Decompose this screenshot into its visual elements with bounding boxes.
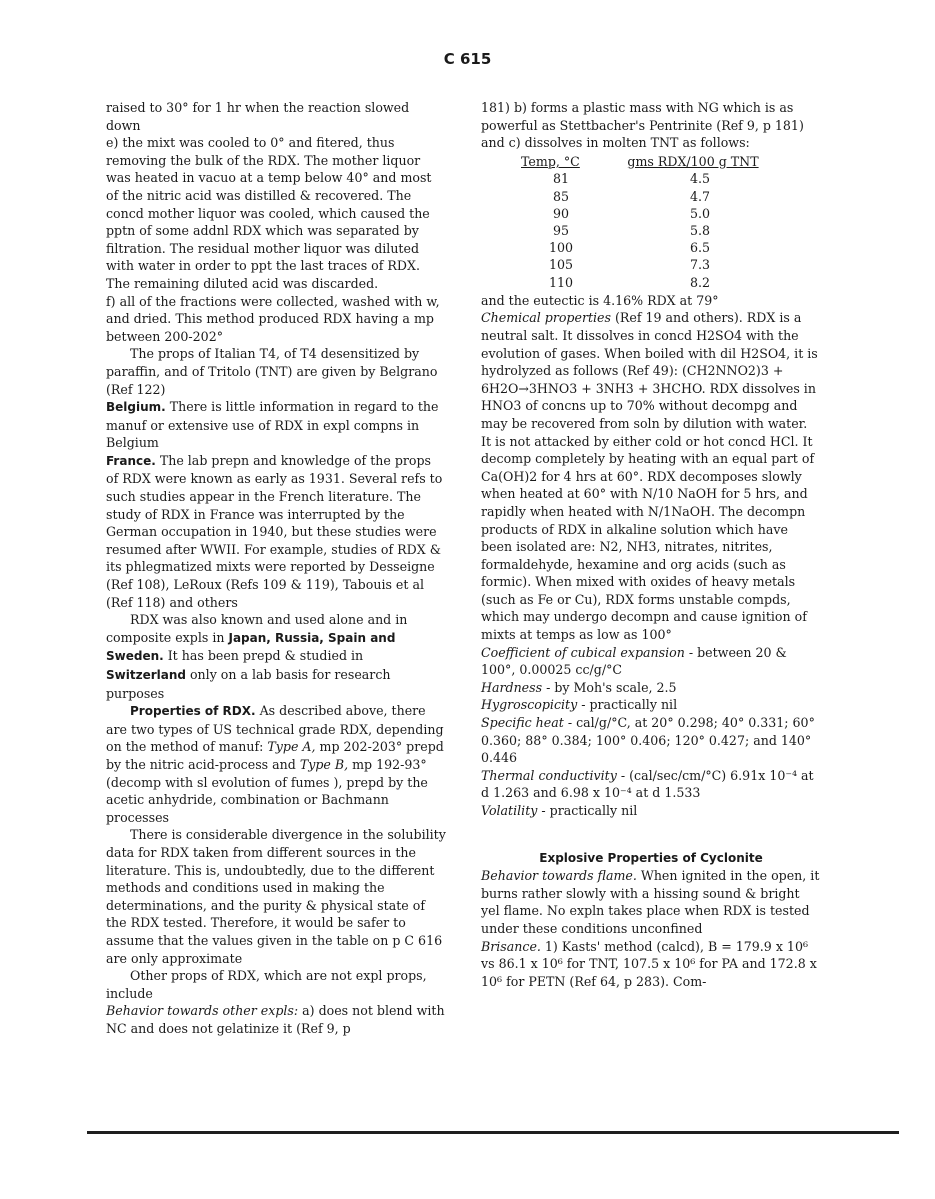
paragraph bbox=[106, 702, 446, 826]
table-row bbox=[521, 274, 785, 291]
page-header: C 615 bbox=[443, 50, 492, 68]
property-label: Hardness bbox=[481, 679, 543, 695]
property-label: Specific heat bbox=[481, 715, 564, 731]
paragraph-text: The lab prepn and knowledge of the props of RDX were known as early as 1931. Several refs to such studies appear in the French literature. The study of RDX in France was interrupted by the German occupation in 1940, but these studies were resumed after WWII. For example, studies of RDX & its phlegmatized mixts were reported by Desseigne (Ref 108), LeRoux (Refs 109 & 119), Tabouis et al (Ref 118) and others bbox=[106, 452, 443, 610]
section-heading: Explosive Properties of Cyclonite bbox=[539, 850, 763, 865]
paragraph-text: only on a lab basis for research purposes bbox=[106, 667, 391, 701]
property-label: Behavior towards flame. bbox=[481, 868, 637, 884]
table-cell: 105 bbox=[548, 257, 574, 273]
property-label: Coefficient of cubical expansion bbox=[481, 644, 685, 660]
table-cell: 4.7 bbox=[689, 188, 711, 204]
table-header: gms RDX/100 g TNT bbox=[627, 153, 759, 169]
property-label: Chemical properties bbox=[481, 310, 611, 326]
table-cell: 7.3 bbox=[689, 257, 711, 273]
paragraph bbox=[481, 309, 821, 643]
table-header: Temp, °C bbox=[521, 153, 580, 169]
right-column bbox=[481, 99, 821, 990]
property-value: - by Moh's scale, 2.5 bbox=[542, 679, 677, 695]
property-label: Hygroscopicity bbox=[481, 697, 578, 713]
table-row bbox=[521, 256, 785, 273]
paragraph-text: a) does not blend with NC and does not gelatinize it (Ref 9, p bbox=[106, 1003, 445, 1036]
property-value: - cal/g/°C, at 20° 0.298; 40° 0.331; 60° 0.360; 88° 0.384; 100° 0.406; 120° 0.427; and 140° 0.446 bbox=[481, 715, 815, 766]
country-list: Japan, Russia, Spain and Sweden. bbox=[106, 630, 396, 664]
solubility-table bbox=[521, 153, 785, 291]
paragraph: Other props of RDX, which are not expl props, include bbox=[106, 968, 427, 1001]
property-label: Volatility bbox=[481, 803, 538, 819]
table-cell: 100 bbox=[548, 240, 574, 256]
paragraph bbox=[481, 867, 821, 937]
property-value: - between 20 & 100°, 0.00025 cc/g/°C bbox=[481, 644, 787, 678]
property-label: Brisance. bbox=[481, 938, 541, 954]
left-column bbox=[106, 99, 446, 1037]
country-name: Switzerland bbox=[106, 668, 186, 682]
section-label: Properties of RDX. bbox=[130, 704, 256, 719]
table-row bbox=[521, 188, 785, 205]
property-line bbox=[481, 802, 821, 820]
property-value: - practically nil bbox=[537, 803, 638, 819]
paragraph-text: mp 192-93° (decomp with sl evolution of fumes ), prepd by the acetic anhydride, combination or Bachmann processes bbox=[106, 756, 428, 825]
table-header-row bbox=[521, 153, 785, 171]
property-value: - (cal/sec/cm/°C) 6.91x 10⁻⁴ at d 1.263 and 6.98 x 10⁻⁴ at d 1.533 bbox=[481, 767, 814, 801]
paragraph-text: As described above, there are two types of US technical grade RDX, depending on the method of manuf: bbox=[106, 703, 444, 755]
property-line bbox=[481, 679, 821, 697]
paragraph: f) all of the fractions were collected, washed with w, and dried. This method produced RDX having a mp between 200-202° bbox=[106, 293, 440, 344]
paragraph bbox=[106, 452, 446, 611]
paragraph-text: It has been prepd & studied in bbox=[163, 648, 364, 664]
paragraph: 181) b) forms a plastic mass with NG which is as powerful as Stettbacher's Pentrinite (Ref 9, p 181) and c) dissolves in molten TNT as follows: bbox=[481, 100, 804, 151]
paragraph: and the eutectic is 4.16% RDX at 79° bbox=[481, 292, 719, 308]
property-label: Behavior towards other expls: bbox=[106, 1003, 299, 1019]
section-label: France. bbox=[106, 453, 156, 468]
paragraph: There is considerable divergence in the solubility data for RDX taken from different sources in the literature. This is, undoubtedly, due to the different methods and conditions used in making the determinations, and the purity & physical state of the RDX tested. Therefore, it would be safer to assume that the values given in the table on p C 616 are only approximate bbox=[106, 827, 446, 966]
type-label: Type A, bbox=[267, 739, 316, 755]
table-row bbox=[521, 239, 785, 256]
paragraph bbox=[106, 1002, 446, 1037]
paragraph: The props of Italian T4, of T4 desensitized by paraffin, and of Tritolo (TNT) are given by Belgrano (Ref 122) bbox=[106, 346, 438, 397]
table-row bbox=[521, 222, 785, 239]
table-cell: 95 bbox=[552, 222, 570, 238]
table-cell: 85 bbox=[552, 188, 570, 204]
paragraph bbox=[106, 611, 446, 702]
table-row bbox=[521, 170, 785, 187]
footer-rule bbox=[87, 1131, 899, 1134]
property-line bbox=[481, 644, 821, 679]
table-cell: 8.2 bbox=[689, 274, 711, 290]
property-line bbox=[481, 696, 821, 714]
type-label: Type B, bbox=[299, 756, 349, 772]
table-cell: 81 bbox=[552, 171, 570, 187]
paragraph-text: mp 202-203° prepd by the nitric acid-process and bbox=[106, 739, 444, 772]
paragraph-text: 1) Kasts' method (calcd), B = 179.9 x 10⁶ vs 86.1 x 10⁶ for TNT, 107.5 x 10⁶ for PA and 172.8 x 10⁶ for PETN (Ref 64, p 283). Com- bbox=[481, 938, 817, 989]
table-cell: 90 bbox=[552, 205, 570, 221]
table-cell: 5.8 bbox=[689, 222, 711, 238]
paragraph-text: There is little information in regard to the manuf or extensive use of RDX in expl compns in Belgium bbox=[106, 399, 439, 451]
paragraph: e) the mixt was cooled to 0° and fitered, thus removing the bulk of the RDX. The mother liquor was heated in vacuo at a temp below 40° and most of the nitric acid was distilled & recovered. The concd mother liquor was cooled, which caused the pptn of some addnl RDX which was separated by filtration. The residual mother liquor was diluted with water in order to ppt the last traces of RDX. The remaining diluted acid was discarded. bbox=[106, 135, 432, 291]
paragraph: raised to 30° for 1 hr when the reaction slowed down bbox=[106, 100, 410, 133]
paragraph bbox=[481, 938, 821, 991]
property-line bbox=[481, 714, 821, 767]
property-value: - practically nil bbox=[577, 697, 678, 713]
section-label: Belgium. bbox=[106, 400, 166, 415]
property-label: Thermal conductivity bbox=[481, 767, 617, 783]
table-cell: 110 bbox=[548, 274, 574, 290]
paragraph-text: RDX was also known and used alone and in composite expls in bbox=[106, 612, 408, 645]
table-cell: 4.5 bbox=[689, 171, 711, 187]
paragraph-text: (Ref 19 and others). RDX is a neutral salt. It dissolves in concd H2SO4 with the evolution of gases. When boiled with dil H2SO4, it is hydrolyzed as follows (Ref 49): (CH2NNO2)3 + 6H2O→3HNO3 + 3NH3 + 3HCHO. RDX dissolves in HNO3 of concns up to 70% without decompg and may be recovered from soln by dilution with water. It is not attacked by either cold or hot concd HCl. It decomp completely by heating with an equal part of Ca(OH)2 for 4 hrs at 60°. RDX decomposes slowly when heated at 60° with N/10 NaOH for 5 hrs, and rapidly when heated with N/1NaOH. The decompn products of RDX in alkaline solution which have been isolated are: N2, NH3, nitrates, nitrites, formaldehyde, hexamine and org acids (such as formic). When mixed with oxides of heavy metals (such as Fe or Cu), RDX forms unstable compds, which may undergo decompn and cause ignition of mixts at temps as low as 100° bbox=[481, 310, 818, 643]
table-cell: 6.5 bbox=[689, 240, 711, 256]
table-cell: 5.0 bbox=[689, 205, 711, 221]
paragraph bbox=[106, 398, 446, 452]
table-row bbox=[521, 205, 785, 222]
property-line bbox=[481, 767, 821, 802]
paragraph-text: When ignited in the open, it burns rather slowly with a hissing sound & bright yel flame. No expln takes place when RDX is tested under these conditions unconfined bbox=[481, 868, 820, 936]
